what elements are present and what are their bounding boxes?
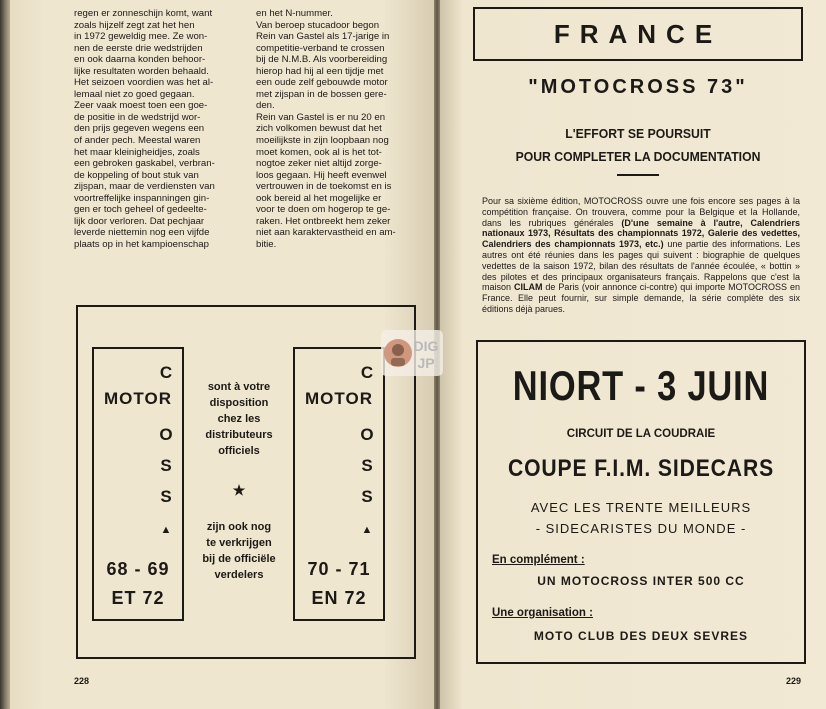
page-number-left: 228 (74, 676, 90, 686)
years-label (295, 555, 383, 613)
separator-rule (617, 174, 659, 176)
cross-letter: O (360, 425, 374, 444)
text-line: lemaal niet zo goed gegaan. (74, 88, 195, 100)
text-line: moet komen, ook al is het tot- (256, 146, 382, 158)
intro-paragraph (482, 196, 800, 315)
years-line: 68 - 69 (106, 559, 170, 579)
ad-line: sont à votre (207, 381, 271, 393)
left-page (10, 0, 434, 709)
triangle-icon: ▲ (361, 524, 373, 536)
text-line: een oude zelf gebouwde motor (256, 77, 388, 89)
effort-headline (483, 122, 793, 168)
ad-line: disposition (209, 397, 269, 409)
text-line: Het seizoen voordien was het al- (74, 77, 214, 89)
text-line: en ook daarna konden behoor- (74, 54, 206, 66)
intro-bold: CILAM (513, 282, 543, 293)
organisation-text: MOTO CLUB DES DEUX SEVRES (533, 629, 749, 643)
right-page (440, 0, 826, 709)
motor-word: MOTOR (305, 389, 373, 408)
text-line: moeilijkste in zijn loopbaan nog (256, 135, 389, 147)
ad-box-1 (92, 347, 184, 621)
headline-line: L'EFFORT SE POURSUIT (565, 126, 711, 141)
text-line: zich volkomen bewust dat het (256, 123, 382, 135)
years-line: ET 72 (111, 588, 165, 608)
text-line: nogtoe zeker niet altijd zorge- (256, 158, 382, 170)
text-line: of ander pech. Meestal waren (74, 135, 201, 147)
triangle-icon: ▲ (160, 524, 172, 536)
text-line: vertrouwen in de toekomst en is (256, 181, 392, 193)
ad-middle-text-bottom (188, 519, 290, 583)
article-column-2 (256, 8, 418, 250)
page-number-right: 229 (786, 676, 802, 686)
text-line: plaats op in het kampioenschap (74, 238, 209, 250)
text-line: Rein van Gastel als 17-jarige in (256, 31, 390, 43)
text-line: raken. Het ontbreekt hem zeker (256, 215, 391, 227)
ad-box-2 (293, 347, 385, 621)
text-line: loos gegaan. Hij heeft evenwel (256, 169, 387, 181)
text-line: competitie-verband te crossen (256, 42, 385, 54)
cross-letter: O (159, 425, 173, 444)
years-line: 70 - 71 (307, 559, 371, 579)
niort-ad (476, 340, 806, 664)
svg-text:JP: JP (417, 355, 435, 371)
cross-letter: S (160, 456, 172, 475)
text-line: de positie in de wedstrijd wor- (74, 111, 201, 123)
text-line: de koppeling of bout stuk van (74, 169, 199, 181)
niort-title: NIORT - 3 JUIN (512, 362, 770, 409)
ad-line: distributeurs (205, 429, 273, 441)
motor-word: MOTOR (104, 389, 172, 408)
text-line: hierop had hij al een tijdje met (256, 65, 384, 77)
star-icon: ★ (232, 482, 246, 498)
cross-letter: S (160, 487, 172, 506)
text-line: met zijspan in de bossen gere- (256, 88, 387, 100)
text-line: in 1972 geweldig mee. Ze won- (74, 31, 208, 43)
text-line: den prijs gegeven wegens een (74, 123, 205, 135)
book-edge (0, 0, 10, 709)
years-line: EN 72 (311, 588, 367, 608)
ad-line: verdelers (214, 569, 264, 581)
text-line: en het N-nummer. (256, 8, 333, 19)
text-line: leverde niettemin nog een vijfde (74, 227, 210, 239)
complement-text: UN MOTOCROSS INTER 500 CC (537, 574, 745, 588)
motorcross-ad (76, 305, 416, 659)
avec-line: - SIDECARISTES DU MONDE - (535, 521, 747, 536)
text-line: Zeer vaak moest toen een goe- (74, 100, 208, 112)
intro-text: Pour sa sixième édition, MOTOCROSS ouvre une fois encore ses pages à la compétition française. On trouvera, comme pour la Belgique et la Hollande, dans les rubriques générales (482, 196, 800, 228)
ad-middle-text-top (188, 379, 290, 459)
avec-text (478, 497, 804, 539)
text-line: den. (256, 100, 275, 112)
text-line: voor te doen om hogerop te ge- (256, 204, 391, 216)
text-line: lijke resultaten worden behaald. (74, 65, 209, 77)
cross-letter: S (361, 456, 373, 475)
watermark-logo-icon (381, 330, 443, 376)
text-line: gen er toch geheel of gedeelte- (74, 204, 207, 216)
text-line: nen de eerste drie wedstrijden (74, 42, 203, 54)
coupe-title: COUPE F.I.M. SIDECARS (507, 455, 775, 482)
complement-label: En complément : (492, 554, 585, 566)
article-column-1 (74, 8, 240, 250)
ad-line: bij de officiële (202, 553, 276, 565)
cross-letter: S (361, 487, 373, 506)
circuit-name: CIRCUIT DE LA COUDRAIE (566, 428, 716, 440)
years-label (94, 555, 182, 613)
avec-line: AVEC LES TRENTE MEILLEURS (530, 500, 752, 515)
text-line: niet aan karaktervastheid en am- (256, 227, 396, 239)
cross-letter: C (360, 363, 374, 382)
motocross-73-title: "MOTOCROSS 73" (528, 76, 748, 98)
text-line: bitie. (256, 238, 277, 250)
text-line: zijspan, maar de verdiensten van (74, 181, 215, 193)
text-line: een gebroken gaskabel, verbran- (74, 158, 215, 170)
text-line: regen er zonneschijn komt, want (74, 8, 213, 19)
text-line: het maar kleinigheidjes, zoals (74, 146, 200, 158)
ad-line: te verkrijgen (206, 537, 272, 549)
text-line: zoals hijzelf zegt zat het hen (74, 19, 195, 31)
france-heading: FRANCE (473, 7, 803, 61)
headline-line: POUR COMPLETER LA DOCUMENTATION (515, 149, 761, 164)
cross-letter: C (159, 363, 173, 382)
ad-line: officiels (218, 445, 260, 457)
intro-text: de Paris (voir annonce ci-contre) qui importe MOTOCROSS en France. Elle peut fournir, sur simple demande, la série complète des six éditions déjà parues. (482, 282, 800, 314)
text-line: bij de N.M.B. Als voorbereiding (256, 54, 388, 66)
ad-line: chez les (217, 413, 261, 425)
intro-text: une partie des informations. Les autres ont été réunies dans les pages qui suivent : biographie de quelques vedettes de la saison 1972, bilan des résultats de l'année écoulée, « bottin » des pilotes et des principaux organisateurs français. Rappelons que c'est la maison (482, 239, 800, 293)
text-line: Van beroep stucadoor begon (256, 19, 380, 31)
cross-letters (156, 357, 176, 512)
text-line: voortreffelijke inspanningen gin- (74, 192, 210, 204)
text-line: ook bereid al het mogelijke er (256, 192, 382, 204)
cross-letters (357, 357, 377, 512)
text-line: lijk door verloren. Dat pechjaar (74, 215, 205, 227)
ad-line: zijn ook nog (206, 521, 272, 533)
organisation-label: Une organisation : (492, 607, 593, 619)
text-line: Rein van Gastel is er nu 20 en (256, 111, 386, 123)
svg-text:DIG: DIG (413, 338, 439, 354)
intro-bold: (D'une semaine à l'autre, Calendriers nationaux 1973, Résultats des championnats 1972, Galerie des vedettes, Calendriers des championnats 1973, etc.) (482, 217, 800, 250)
